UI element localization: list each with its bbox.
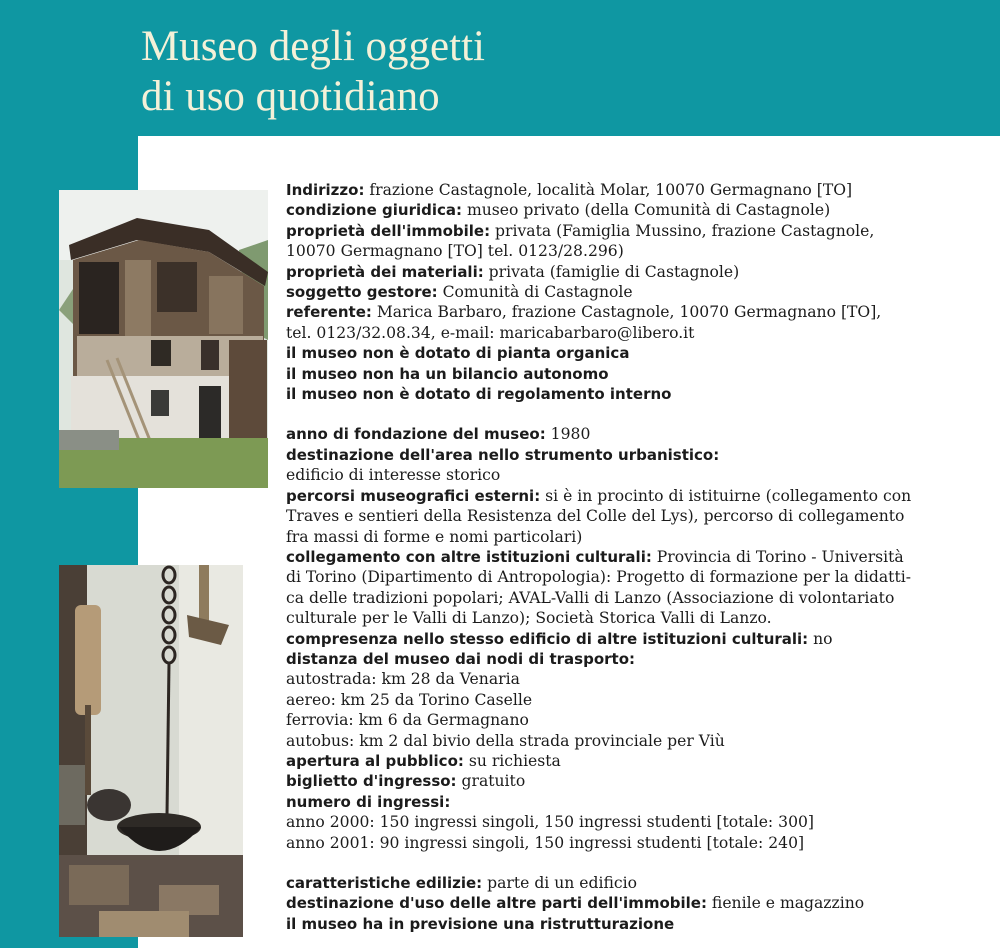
ingressi-2000: anno 2000: 150 ingressi singoli, 150 ingressi studenti [totale: 300] (286, 813, 814, 832)
detail-caratteristiche: caratteristiche edilizie: parte di un edificio (286, 874, 637, 892)
detail-collegamento: collegamento con altre istituzioni culturali: Provincia di Torino - Università (286, 547, 904, 566)
title-line-2: di uso quotidiano (141, 73, 440, 120)
detail-compresenza: compresenza nello stesso edificio di altre istituzioni culturali: no (286, 629, 833, 648)
detail-referente: referente: Marica Barbaro, frazione Castagnole, 10070 Germagnano [TO], (286, 303, 882, 322)
ingressi-2001: anno 2001: 90 ingressi singoli, 150 ingressi studenti [totale: 240] (286, 833, 805, 852)
hearth-photo (59, 565, 243, 937)
title-line-1: Museo degli oggetti (141, 23, 485, 70)
detail-proprieta-materiali: proprietà dei materiali: privata (famiglie di Castagnole) (286, 262, 740, 281)
detail-biglietto: biglietto d'ingresso: gratuito (286, 772, 526, 791)
detail-percorsi: percorsi museografici esterni: si è in procinto di istituirne (collegamento con (286, 486, 912, 505)
detail-destinazione-area: destinazione dell'area nello strumento urbanistico: (286, 445, 720, 464)
detail-collegamento-cont-2: ca delle tradizioni popolari; AVAL-Valli di Lanzo (Associazione di volontariato (286, 588, 895, 607)
distanza-autobus: autobus: km 2 dal bivio della strada provinciale per Viù (286, 731, 725, 750)
detail-proprieta-immobile-cont: 10070 Germagnano [TO] tel. 0123/28.296) (286, 242, 624, 261)
statement-bilancio: il museo non ha un bilancio autonomo (286, 364, 609, 383)
section-gap (286, 404, 976, 424)
detail-proprieta-immobile: proprietà dell'immobile: privata (Famiglia Mussino, frazione Castagnole, (286, 221, 875, 240)
detail-destinazione-uso: destinazione d'uso delle altre parti dell'immobile: fienile e magazzino (286, 894, 865, 913)
detail-collegamento-cont-3: culturale per le Valli di Lanzo); Società Storica Valli di Lanzo. (286, 609, 772, 628)
museum-details (286, 180, 976, 934)
distanza-autostrada: autostrada: km 28 da Venaria (286, 670, 520, 689)
detail-apertura: apertura al pubblico: su richiesta (286, 751, 561, 770)
detail-referente-cont: tel. 0123/32.08.34, e-mail: maricabarbaro@libero.it (286, 323, 695, 342)
detail-anno-fondazione: anno di fondazione del museo: 1980 (286, 425, 591, 444)
detail-percorsi-cont-1: Traves e sentieri della Resistenza del Colle del Lys), percorso di collegamento (286, 507, 905, 526)
detail-condizione-giuridica: condizione giuridica: museo privato (della Comunità di Castagnole) (286, 201, 831, 220)
detail-soggetto-gestore: soggetto gestore: Comunità di Castagnole (286, 283, 633, 302)
detail-distanza: distanza del museo dai nodi di trasporto: (286, 649, 636, 668)
detail-destinazione-area-value: edificio di interesse storico (286, 466, 501, 485)
detail-percorsi-cont-2: fra massi di forme e nomi particolari) (286, 527, 583, 546)
statement-regolamento: il museo non è dotato di regolamento interno (286, 385, 672, 404)
house-photo (59, 190, 268, 488)
section-gap (286, 853, 976, 873)
page-title (141, 22, 485, 122)
statement-ristrutturazione: il museo ha in previsione una ristrutturazione (286, 914, 675, 933)
distanza-aereo: aereo: km 25 da Torino Caselle (286, 690, 533, 709)
detail-collegamento-cont-1: di Torino (Dipartimento di Antropologia): Progetto di formazione per la didatti- (286, 568, 911, 587)
detail-indirizzo: Indirizzo: frazione Castagnole, località Molar, 10070 Germagnano [TO] (286, 181, 853, 199)
distanza-ferrovia: ferrovia: km 6 da Germagnano (286, 711, 529, 730)
statement-pianta-organica: il museo non è dotato di pianta organica (286, 344, 630, 363)
detail-numero-ingressi: numero di ingressi: (286, 792, 451, 811)
